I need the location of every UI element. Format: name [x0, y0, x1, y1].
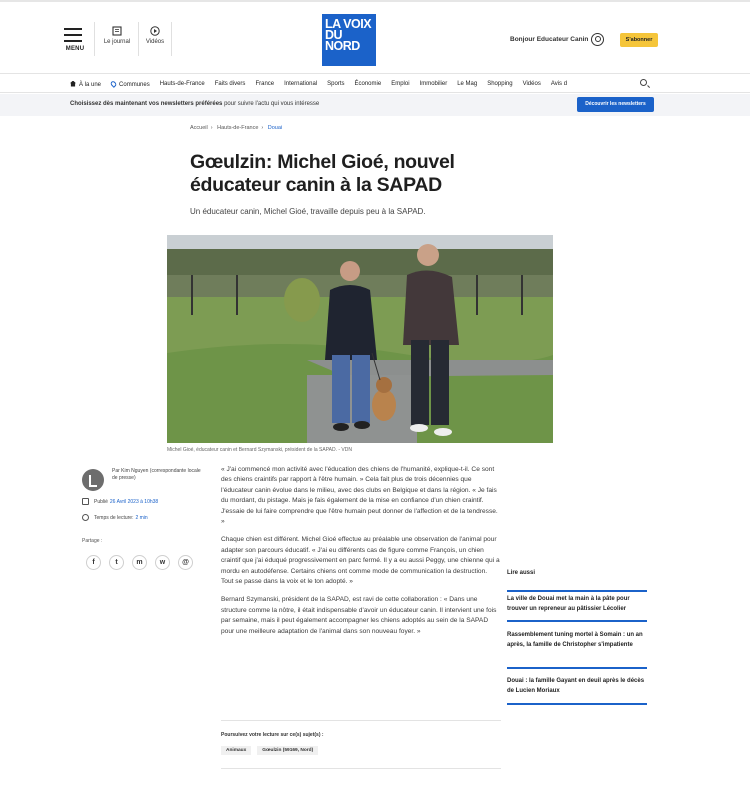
nav-item[interactable]: [160, 81, 205, 87]
user-account-icon[interactable]: [591, 33, 604, 46]
location-pin-icon: [110, 80, 118, 88]
divider: [221, 720, 501, 721]
related-link[interactable]: Rassemblement tuning mortel à Somain : un an après, la famille de Christopher s'impatiente: [507, 632, 643, 648]
nav-item[interactable]: [70, 81, 101, 88]
share-buttons: [86, 555, 201, 570]
newsletter-banner: [0, 94, 750, 116]
published-date: 26 Avril 2023 à 10h38: [109, 498, 159, 505]
play-icon: [150, 26, 160, 36]
home-icon: [70, 81, 76, 87]
author-byline[interactable]: Par Kim Nguyen (correspondante locale de presse): [112, 468, 201, 481]
messenger-icon[interactable]: m: [132, 555, 147, 570]
journal-button[interactable]: [101, 26, 133, 45]
nav-item-label: Sports: [327, 81, 345, 87]
nav-item[interactable]: [420, 81, 448, 87]
article-lede: Un éducateur canin, Michel Gioé, travaille depuis peu à la SAPAD.: [190, 207, 426, 216]
menu-label: MENU: [65, 46, 85, 52]
related-rule: [507, 590, 647, 592]
nav-item-label: International: [284, 81, 318, 87]
nav-item[interactable]: [487, 81, 512, 87]
hamburger-icon: [64, 28, 86, 42]
nav-item[interactable]: [551, 81, 567, 87]
reading-label: Temps de lecture:: [94, 514, 134, 521]
nav-item-label: Faits divers: [214, 81, 246, 87]
published-row: [82, 498, 158, 505]
nav-item[interactable]: [355, 81, 382, 87]
nav-item-label: France: [255, 81, 275, 87]
nav-item-label: Hauts-de-France: [159, 81, 205, 87]
nav-item[interactable]: [457, 81, 477, 87]
related-rule: [507, 703, 647, 705]
divider: [171, 22, 172, 56]
nav-item-label: Avis d: [550, 81, 568, 87]
nav-list: [70, 74, 577, 94]
newsletter-text: [70, 101, 319, 107]
reading-time: 2 min: [135, 514, 148, 521]
nav-item-label: Immobilier: [419, 81, 448, 87]
user-greeting[interactable]: Bonjour Educateur Canin: [510, 36, 589, 43]
related-rule: [507, 667, 647, 669]
photo-illustration: [167, 235, 553, 443]
article-paragraph: Chaque chien est différent. Michel Gioé effectue au préalable une observation de l'animal pour adapter son parcours éducatif. « J'ai eu différents cas de figure comme François, un chien craintif que j'ai éduqué progressivement en parc fermé. Il y a eu aussi Peggy, une chienne qui a mordu en autodéfense. Certains chiens ont comme mode de communication la destruction. Tout se passe dans la voix et le ton adopté. »: [221, 536, 500, 586]
nav-item[interactable]: [523, 81, 541, 87]
tags-label: Poursuivez votre lecture sur ce(s) sujet(s) :: [221, 732, 324, 738]
tag-list: [221, 746, 324, 755]
journal-label: Le journal: [103, 39, 131, 45]
nav-item[interactable]: [215, 81, 246, 87]
breadcrumb-home[interactable]: Accueil: [190, 125, 208, 131]
newspaper-icon: [112, 26, 122, 36]
site-logo[interactable]: [322, 14, 376, 66]
breadcrumb-sep: ›: [210, 125, 213, 131]
article-photo: [167, 235, 553, 443]
related-rule: [507, 620, 647, 622]
tag-chip[interactable]: Gœulzin (59169, Nord): [257, 746, 318, 755]
article-body: [221, 465, 501, 645]
search-icon[interactable]: [640, 79, 647, 86]
nav-item[interactable]: [391, 81, 409, 87]
divider: [94, 22, 95, 56]
share-label: Partage :: [82, 538, 103, 544]
nav-item[interactable]: [111, 81, 150, 88]
published-label: Publié: [94, 498, 108, 505]
related-title: Lire aussi: [507, 570, 536, 576]
edit-icon: [82, 498, 89, 505]
nav-item[interactable]: [327, 81, 344, 87]
breadcrumb: [190, 125, 285, 131]
newsletter-button[interactable]: Découvrir les newsletters: [577, 97, 654, 112]
newsletter-rest: pour suivre l'actu qui vous intéresse: [222, 101, 320, 107]
email-icon[interactable]: @: [178, 555, 193, 570]
main-nav: [0, 73, 750, 93]
nav-item-label: Communes: [119, 81, 150, 88]
author-avatar: [82, 469, 104, 491]
subscribe-button[interactable]: S'abonner: [620, 33, 658, 47]
nav-item-label: Économie: [354, 81, 382, 87]
divider: [138, 22, 139, 56]
nav-item-label: Le Mag: [457, 81, 478, 87]
photo-caption: Michel Gioé, éducateur canin et Bernard Szymanski, président de la SAPAD. - VDN: [167, 447, 352, 453]
related-link[interactable]: La ville de Douai met la main à la pâte pour trouver un repreneur au pâtissier Lécolier: [507, 596, 630, 612]
breadcrumb-sep: ›: [261, 125, 264, 131]
newsletter-strong: Choisissez dès maintenant vos newsletters préférées: [70, 101, 223, 107]
nav-item-label: Vidéos: [522, 81, 541, 87]
videos-label: Vidéos: [145, 39, 165, 45]
nav-item[interactable]: [255, 81, 274, 87]
divider: [221, 768, 501, 769]
article-title: Gœulzin: Michel Gioé, nouvel éducateur canin à la SAPAD: [190, 151, 455, 196]
nav-item[interactable]: [284, 81, 317, 87]
videos-button[interactable]: [143, 26, 167, 45]
nav-item-label: Emploi: [391, 81, 410, 87]
breadcrumb-city[interactable]: Douai: [267, 125, 283, 131]
tag-chip[interactable]: Animaux: [221, 746, 251, 755]
article-paragraph: « J'ai commencé mon activité avec l'éducation des chiens de l'humanité, explique-t-il. Ce sont des chiens craintifs par rapport à l'être humain. » Cela fait plus de trois décennies que l'éducateur canin évolue dans le milieu, avec des clubs en Belgique et dans la région. « Je fais du mordant, du pistage. Mais je fais également de la mise en confiance d'un chien craintif. J'essaie de lui faire comprendre que l'être humain peut donner de l'affection et de la tendresse. »: [221, 466, 498, 526]
facebook-icon[interactable]: f: [86, 555, 101, 570]
article-paragraph: Bernard Szymanski, président de la SAPAD, est ravi de cette collaboration : « Dans une structure comme la nôtre, il était indispensable d'avoir un éducateur canin. Il intervient une fois par semaine, mais il peut également accompagner les chiens adoptés au sein de la SAPAD pour une meilleure adaptation de l'animal dans son nouveau foyer. »: [221, 596, 497, 635]
related-link[interactable]: Douai : la famille Gayant en deuil après le décès de Lucien Moriaux: [507, 678, 645, 694]
menu-button[interactable]: [64, 28, 86, 52]
reading-time-row: [82, 514, 148, 521]
nav-item-label: Shopping: [487, 81, 513, 87]
logo-text: LA VOIX DU NORD: [325, 17, 372, 53]
clock-icon: [82, 514, 89, 521]
twitter-icon[interactable]: t: [109, 555, 124, 570]
site-header: [0, 0, 750, 73]
nav-item-label: À la une: [79, 81, 102, 88]
whatsapp-icon[interactable]: w: [155, 555, 170, 570]
breadcrumb-region[interactable]: Hauts-de-France: [217, 125, 259, 131]
